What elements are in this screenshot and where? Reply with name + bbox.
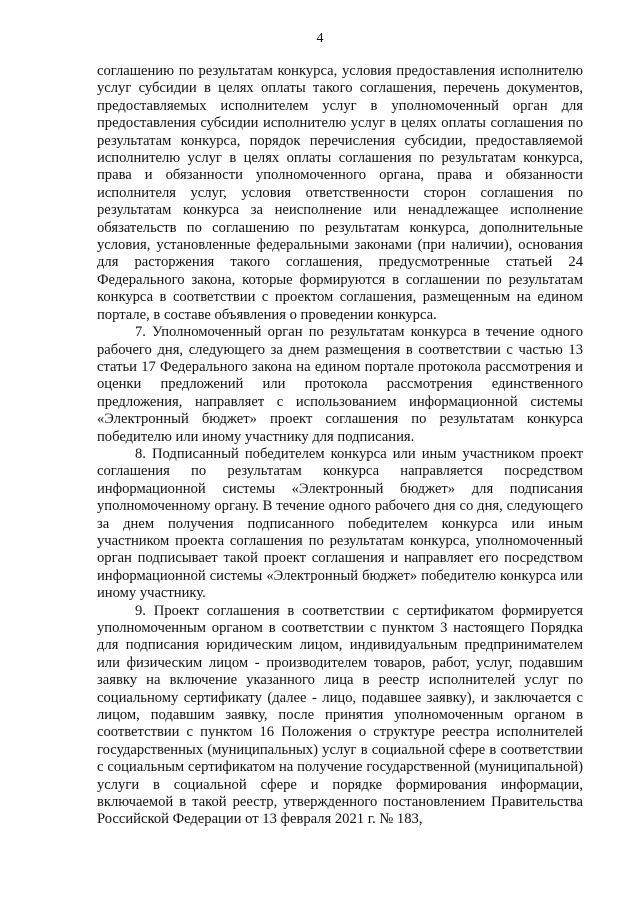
document-body	[97, 63, 583, 829]
paragraph-item-7: 7. Уполномоченный орган по результатам конкурса в течение одного рабочего дня, следующего за днем размещения в соответствии с частью 13 статьи 17 Федерального закона на едином портале протокола рассмотрения и оценки предложений или протокола рассмотрения единственного предложения, направляет с использованием информационной системы «Электронный бюджет» проект соглашения по результатам конкурса победителю или иному участнику для подписания.	[97, 324, 583, 445]
page-number: 4	[316, 31, 324, 46]
paragraph-continuation: соглашению по результатам конкурса, условия предоставления исполнителю услуг субсидии в целях оплаты такого соглашения, перечень документов, предоставляемых исполнителем услуг в уполномоченный орган для предоставления субсидии исполнителю услуг в целях оплаты соглашения по результатам конкурса, порядок перечисления субсидии, предоставляемой исполнителю услуг в целях оплаты соглашения по результатам конкурса, права и обязанности уполномоченного органа, права и обязанности исполнителя услуг, условия ответственности сторон соглашения по результатам конкурса за неисполнение или ненадлежащее исполнение обязательств по соглашению по результатам конкурса, дополнительные условия, установленные федеральными законами (при наличии), основания для расторжения такого соглашения, предусмотренные статьей 24 Федерального закона, которые формируются в соглашении по результатам конкурса в соответствии с проектом соглашения, размещенным на едином портале, в составе объявления о проведении конкурса.	[97, 63, 583, 323]
paragraph-item-9: 9. Проект соглашения в соответствии с сертификатом формируется уполномоченным органом в соответствии с пунктом 3 настоящего Порядка для подписания юридическим лицом, индивидуальным предпринимателем или физическим лицом - производителем товаров, работ, услуг, подавшим заявку на включение указанного лица в реестр исполнителей услуг по социальному сертификату (далее - лицо, подавшее заявку), и заключается с лицом, подавшим заявку, после принятия уполномоченным органом в соответствии с пунктом 16 Положения о структуре реестра исполнителей государственных (муниципальных) услуг в социальной сфере в соответствии с социальным сертификатом на получение государственной (муниципальной) услуги в социальной сфере и порядке формирования информации, включаемой в такой реестр, утвержденного постановлением Правительства Российской Федерации от 13 февраля 2021 г. № 183,	[97, 602, 583, 828]
paragraph-item-8: 8. Подписанный победителем конкурса или иным участником проект соглашения по результатам конкурса направляется посредством информационной системы «Электронный бюджет» для подписания уполномоченному органу. В течение одного рабочего дня со дня, следующего за днем получения подписанного победителем конкурса или иным участником проекта соглашения по результатам конкурса, уполномоченный орган подписывает такой проект соглашения и направляет его посредством информационной системы «Электронный бюджет» победителю конкурса или иному участнику.	[97, 445, 583, 602]
